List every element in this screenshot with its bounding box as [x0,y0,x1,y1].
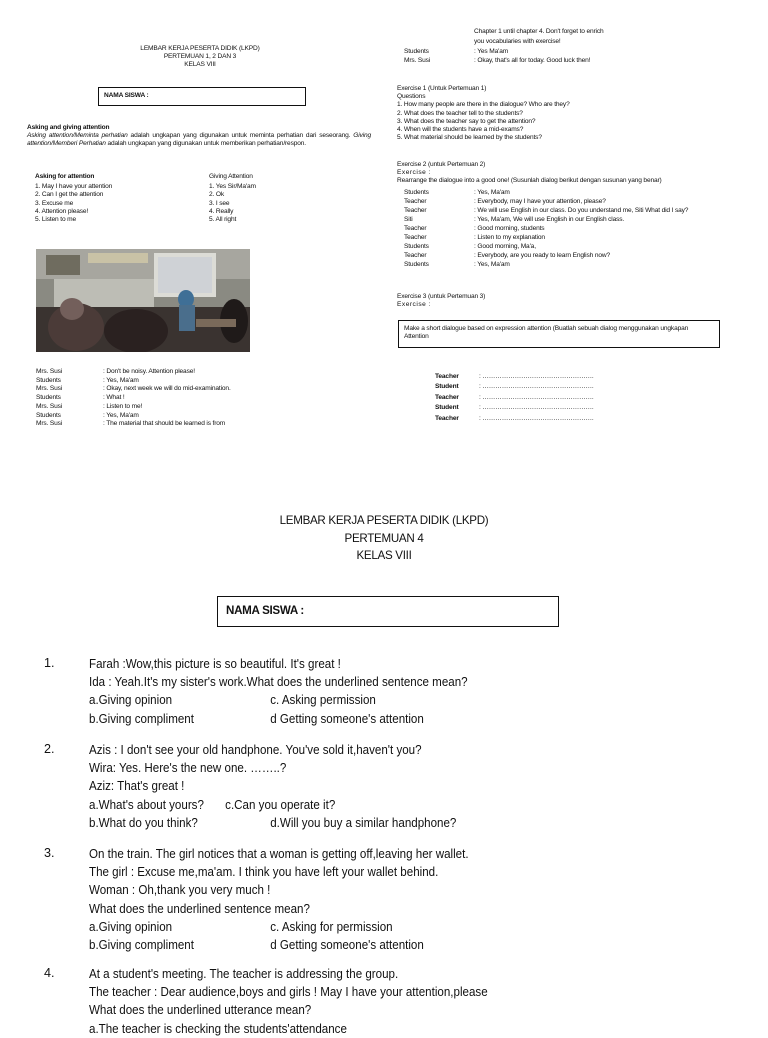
ex2-speaker: Students [404,189,429,196]
intro-text-asking: adalah ungkapan yang digunakan untuk meminta perhatian dari seseorang. [127,132,354,139]
question-1-options-row1 [89,691,468,709]
question-1-number: 1. [44,656,55,670]
dialogue-speaker: Mrs. Susi [36,368,63,375]
ex2-line: : Good morning, students [474,225,545,232]
page2-header-line3: KELAS VIII [356,549,412,562]
asking-item: 3. Excuse me [35,199,74,207]
page1-header-line2: PERTEMUAN 1, 2 DAN 3 [163,53,237,61]
question-4-line: What does the underlined utterance mean? [89,1003,312,1018]
option-d[interactable]: d Getting someone's attention [270,711,424,726]
exercise-1-question: 3. What does the teacher say to get the attention? [397,117,536,125]
exercise-1-question: 2. What does the teacher tell to the students? [397,109,523,117]
page2-header [234,512,534,565]
page2-header-line2: PERTEMUAN 4 [344,531,424,545]
ex2-line: : Yes, Ma'am [474,261,510,268]
ex2-line: : Everybody, may I have your attention, please? [474,198,606,205]
exercise-3-subtitle: Exercise : [397,301,431,309]
giving-item: 4. Really [209,207,234,215]
page2-name-label: NAMA SISWA : [226,604,304,617]
dialogue-line: : What ! [103,394,125,402]
dialogue-line: : Yes, Ma'am [103,376,139,384]
page2-header-line1: LEMBAR KERJA PESERTA DIDIK (LKPD) [279,514,489,527]
exercise-3-instruction-box [398,320,720,348]
exercise-1-question: 1. How many people are there in the dialogue? Who are they? [397,101,570,109]
question-4-number: 4. [44,966,55,980]
question-1 [89,655,468,728]
question-4-line: At a student's meeting. The teacher is addressing the group. [89,967,399,981]
question-3-line: Woman : Oh,thank you very much ! [89,883,271,898]
question-2-line: Azis : I don't see your old handphone. You've sold it,haven't you? [89,743,422,757]
ex3-speaker: Student [435,404,459,412]
question-1-options-row2 [89,710,468,728]
exercise-1-title: Exercise 1 (Untuk Pertemuan 1) [397,85,487,92]
giving-list [209,173,359,224]
dialogue-line: : Yes, Ma'am [103,411,139,419]
option-c[interactable]: c. Asking for permission [270,919,393,934]
exercise-3 [397,293,747,309]
question-2 [89,741,457,832]
dialogue-line: : Okay, next week we will do mid-examination. [103,385,231,393]
ex2-speaker: Teacher [404,252,427,259]
question-1-line: Farah :Wow,this picture is so beautiful. It's great ! [89,657,341,671]
classroom-photo-drawing [36,249,250,352]
dialogue-speaker: Students [36,394,61,402]
ex3-speaker: Teacher [435,373,459,380]
option-a[interactable]: a.Giving opinion [89,919,173,934]
page1-name-box[interactable] [98,87,306,106]
dialogue-line: : Don't be noisy. Attention please! [103,368,195,375]
asking-header: Asking for attention [35,173,95,180]
intro-text-giving: adalah ungkapan yang digunakan untuk memberikan perhatian/respon. [105,140,306,148]
exercise-2 [397,161,747,186]
question-3-options-row1 [89,918,469,936]
dialogue-line: : The material that should be learned is from [103,420,226,428]
dialogue-speaker: Students [36,376,61,384]
question-3-line: What does the underlined sentence mean? [89,901,310,916]
dialogue-speaker: Mrs. Susi [36,420,63,428]
page1-header [100,45,300,70]
continued-line2: you vocabularies with exercise! [474,38,561,45]
ex3-blank-line[interactable]: : ……………………………………………. [479,414,594,422]
ex2-line: : Yes, Ma'am [474,189,510,196]
section-title: Asking and giving attention [27,124,110,131]
giving-item: 3. I see [209,199,230,207]
asking-item: 2. Can I get the attention [35,191,104,199]
intro-term-giving: Giving attention/Memberi Perhatian [27,132,372,148]
ex2-speaker: Students [404,243,429,250]
page2-name-box[interactable] [217,596,559,627]
intro-term-asking: Asking attention/Meminta perhatian [27,132,128,139]
ex2-line: : Listen to my explanation [474,234,545,241]
dialogue-line: : Listen to me! [103,402,143,410]
option-a[interactable]: a.Giving opinion [89,693,173,708]
dialogue-speaker: Students [36,411,61,419]
ex3-speaker: Teacher [435,414,459,422]
giving-header: Giving Attention [209,173,253,180]
dialogue-speaker: Mrs. Susi [36,385,63,393]
giving-item: 5. All right [209,216,237,224]
question-3-number: 3. [44,846,55,860]
exercise-2-subtitle: Exercise : [397,169,431,177]
question-2-options-row1 [89,796,422,814]
giving-item: 1. Yes Sir/Ma'am [209,183,256,191]
question-2-line: Wira: Yes. Here's the new one. ……..? [89,761,287,776]
asking-item: 1. May I have your attention [35,183,113,191]
exercise-2-dialogue [404,189,744,279]
ex2-speaker: Teacher [404,198,427,205]
option-d[interactable]: d.Will you buy a similar handphone? [270,815,457,830]
ex2-line: : Good morning, Ma'a, [474,243,536,250]
page1-name-label: NAMA SISWA : [104,92,149,99]
ex2-speaker: Teacher [404,234,427,241]
asking-list [35,173,185,224]
exercise-1 [397,85,747,142]
question-4-line: a.The teacher is checking the students'attendance [89,1021,347,1036]
exercise-3-instruction: Make a short dialogue based on expression attention (Buatlah sebuah dialog menggunakan ungkapan Attention [404,325,689,341]
classroom-photo [36,249,250,352]
dialogue-speaker: Mrs. Susi [36,402,63,410]
page1-header-line3: KELAS VIII [184,61,216,69]
asking-item: 4. Attention please! [35,207,89,215]
page1-header-line1: LEMBAR KERJA PESERTA DIDIK (LKPD) [140,45,260,52]
ex2-speaker: Teacher [404,225,427,232]
ex3-blank-line[interactable]: : ……………………………………………. [479,393,594,401]
exercise-3-answer-lines[interactable] [435,373,755,425]
asking-item: 5. Listen to me [35,216,76,224]
exercise-3-title: Exercise 3 (untuk Pertemuan 3) [397,293,486,300]
ex3-blank-line[interactable]: : ……………………………………………. [479,404,594,412]
option-c[interactable]: c.Can you operate it? [225,797,336,812]
intro-paragraph [27,132,371,148]
exercise-2-title: Exercise 2 (untuk Pertemuan 2) [397,161,486,168]
ex2-line: : We will use English in our class. Do you understand me, Siti What did I say? [474,207,689,214]
giving-item: 2. Ok [209,191,225,199]
option-a[interactable]: a.What's about yours? [89,797,204,812]
option-b[interactable]: b.Giving compliment [89,711,194,726]
exercise-1-question: 4. When will the students have a mid-exams? [397,126,524,134]
question-3-line: On the train. The girl notices that a woman is getting off,leaving her wallet. [89,847,469,861]
option-d[interactable]: d Getting someone's attention [270,938,424,952]
ex3-blank-line[interactable]: : ……………………………………………. [479,383,594,391]
continued-speaker: Mrs. Susi [404,57,431,64]
question-2-options-row2 [89,814,457,832]
question-4 [89,965,488,1038]
question-1-line: Ida : Yeah.It's my sister's work.What does the underlined sentence mean? [89,675,468,690]
continued-text: : Okay, that's all for today. Good luck then! [474,57,591,64]
ex2-speaker: Teacher [404,207,427,214]
option-b[interactable]: b.Giving compliment [89,938,194,952]
ex3-speaker: Student [435,383,459,391]
option-b[interactable]: b.What do you think? [89,815,198,830]
ex3-blank-line[interactable]: : ……………………………………………. [479,373,594,380]
question-2-line: Aziz: That's great ! [89,779,185,794]
ex2-speaker: Siti [404,216,413,223]
ex2-line: : Yes, Ma'am, We will use English in our English class. [474,216,625,223]
question-4-line: The teacher : Dear audience,boys and girls ! May I have your attention,please [89,985,488,1000]
exercise-2-instruction: Rearrange the dialogue into a good one! (Susunlah dialog berikut dengan susunan yang benar) [397,177,662,185]
ex2-speaker: Students [404,261,429,268]
continued-text: : Yes Ma'am [474,48,509,55]
question-3 [89,845,469,954]
ex2-line: : Everybody, are you ready to learn English now? [474,252,610,259]
option-c[interactable]: c. Asking permission [270,693,376,708]
continued-line1: Chapter 1 until chapter 4. Don't forget to enrich [474,28,604,35]
question-2-number: 2. [44,742,55,756]
question-3-options-row2 [89,936,469,954]
exercise-1-subtitle: Questions [397,93,426,101]
exercise-1-question: 5. What material should be learned by the students? [397,134,542,142]
ex3-speaker: Teacher [435,393,459,401]
question-3-line: The girl : Excuse me,ma'am. I think you have left your wallet behind. [89,865,439,880]
continued-speaker: Students [404,48,429,55]
